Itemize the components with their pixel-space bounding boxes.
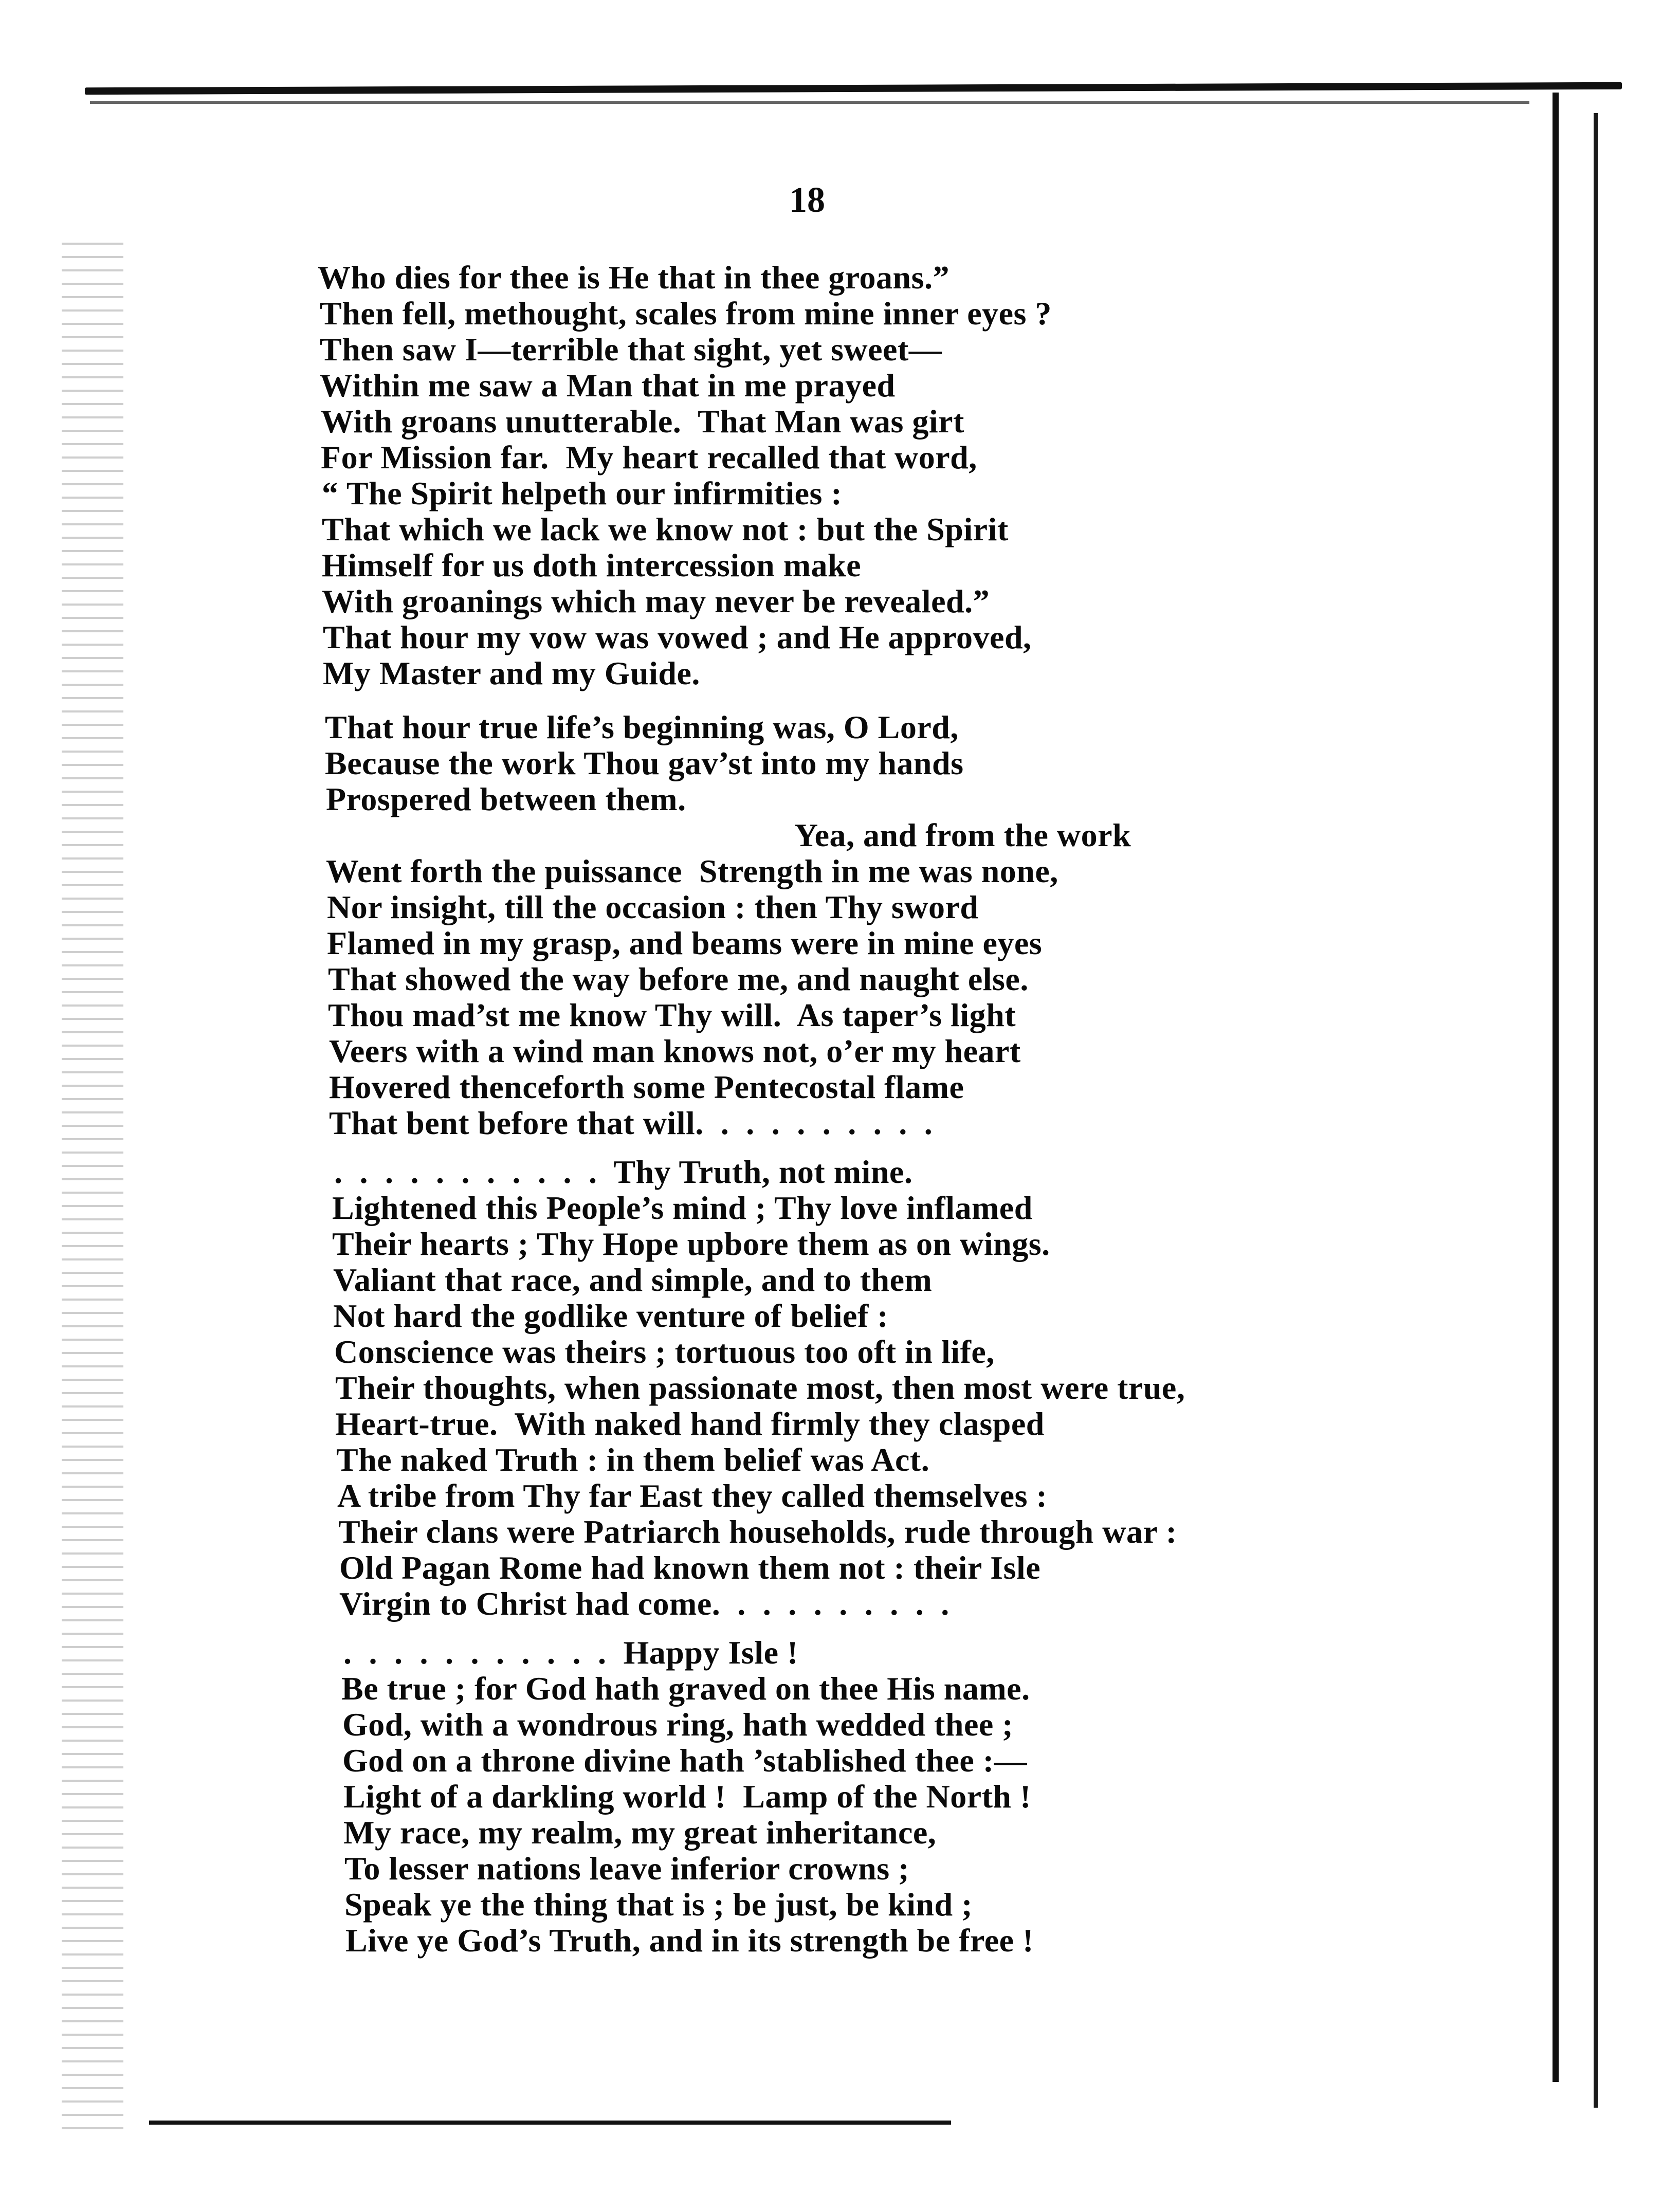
right-border-rule (1553, 93, 1559, 2082)
poem-line: Light of a darkling world ! Lamp of the North ! (343, 1778, 1031, 1815)
poem-line: Virgin to Christ had come. . . . . . . . . . (339, 1585, 949, 1622)
poem-line: God, with a wondrous ring, hath wedded thee ; (342, 1706, 1014, 1743)
poem-line: Prospered between them. (326, 781, 686, 817)
poem-line: God on a throne divine hath ’stablished thee :— (342, 1742, 1028, 1779)
poem-line: That hour my vow was vowed ; and He approved, (323, 619, 1032, 655)
poem-line: Their clans were Patriarch households, rude through war : (338, 1513, 1177, 1550)
poem-line: That which we lack we know not : but the Spirit (322, 511, 1009, 547)
poem-line: A tribe from Thy far East they called themselves : (337, 1477, 1048, 1514)
bottom-border-rule (149, 2121, 951, 2125)
poem-line: Yea, and from the work (794, 817, 1131, 853)
poem-line: . . . . . . . . . . . Happy Isle ! (343, 1634, 798, 1671)
poem-line: “ The Spirit helpeth our infirmities : (322, 475, 843, 511)
top-border-rule-thin (90, 101, 1529, 104)
poem-line: To lesser nations leave inferior crowns ; (344, 1850, 909, 1887)
poem-line: That hour true life’s beginning was, O Lord, (325, 709, 959, 745)
poem-line: With groanings which may never be revealed.” (322, 583, 990, 619)
poem-line: Because the work Thou gav’st into my hands (325, 745, 964, 781)
page-number: 18 (789, 180, 825, 220)
poem-line: Nor insight, till the occasion : then Thy sword (327, 889, 979, 925)
poem-line: Flamed in my grasp, and beams were in mine eyes (327, 925, 1043, 961)
poem-line: Their hearts ; Thy Hope upbore them as on wings. (332, 1226, 1050, 1262)
poem-line: . . . . . . . . . . . Thy Truth, not mine. (334, 1154, 913, 1190)
poem-line: Himself for us doth intercession make (322, 547, 861, 583)
poem-line: Speak ye the thing that is ; be just, be kind ; (344, 1886, 973, 1923)
poem-line: Hovered thenceforth some Pentecostal flame (329, 1069, 964, 1105)
poem-line: Thou mad’st me know Thy will. As taper’s light (328, 997, 1016, 1033)
poem-line: My race, my realm, my great inheritance, (343, 1814, 937, 1851)
poem-line: Lightened this People’s mind ; Thy love inflamed (332, 1190, 1033, 1226)
poem-line: Then saw I—terrible that sight, yet sweet— (320, 331, 942, 368)
right-border-rule-outer (1594, 113, 1598, 2108)
poem-line: Conscience was theirs ; tortuous too oft in life, (334, 1333, 995, 1370)
poem-line: Veers with a wind man knows not, o’er my heart (329, 1033, 1021, 1069)
poem-line: That showed the way before me, and naught else. (328, 961, 1029, 997)
poem-line: With groans unutterable. That Man was girt (321, 403, 964, 440)
poem-line: Not hard the godlike venture of belief : (333, 1298, 889, 1334)
poem-line: The naked Truth : in them belief was Act. (336, 1441, 930, 1478)
poem-line: Who dies for thee is He that in thee groans.” (318, 259, 949, 296)
poem-line: My Master and my Guide. (323, 655, 700, 691)
poem-line: Live ye God’s Truth, and in its strength be free ! (345, 1922, 1034, 1959)
poem-line: Valiant that race, and simple, and to them (333, 1262, 933, 1298)
poem-line: Old Pagan Rome had known them not : their Isle (339, 1549, 1041, 1586)
poem-line: Within me saw a Man that in me prayed (320, 367, 896, 404)
poem-line: Went forth the puissance Strength in me was none, (326, 853, 1058, 889)
poem-line: That bent before that will. . . . . . . . . . (329, 1105, 933, 1141)
poem-line: Heart-true. With naked hand firmly they clasped (335, 1405, 1045, 1442)
poem-line: Be true ; for God hath graved on thee His name. (341, 1670, 1030, 1707)
top-border-rule (85, 82, 1622, 95)
poem-line: Then fell, methought, scales from mine inner eyes ? (320, 295, 1052, 332)
poem-line: For Mission far. My heart recalled that word, (321, 439, 977, 476)
poem-line: Their thoughts, when passionate most, then most were true, (335, 1369, 1185, 1406)
left-margin-noise (62, 231, 123, 2133)
